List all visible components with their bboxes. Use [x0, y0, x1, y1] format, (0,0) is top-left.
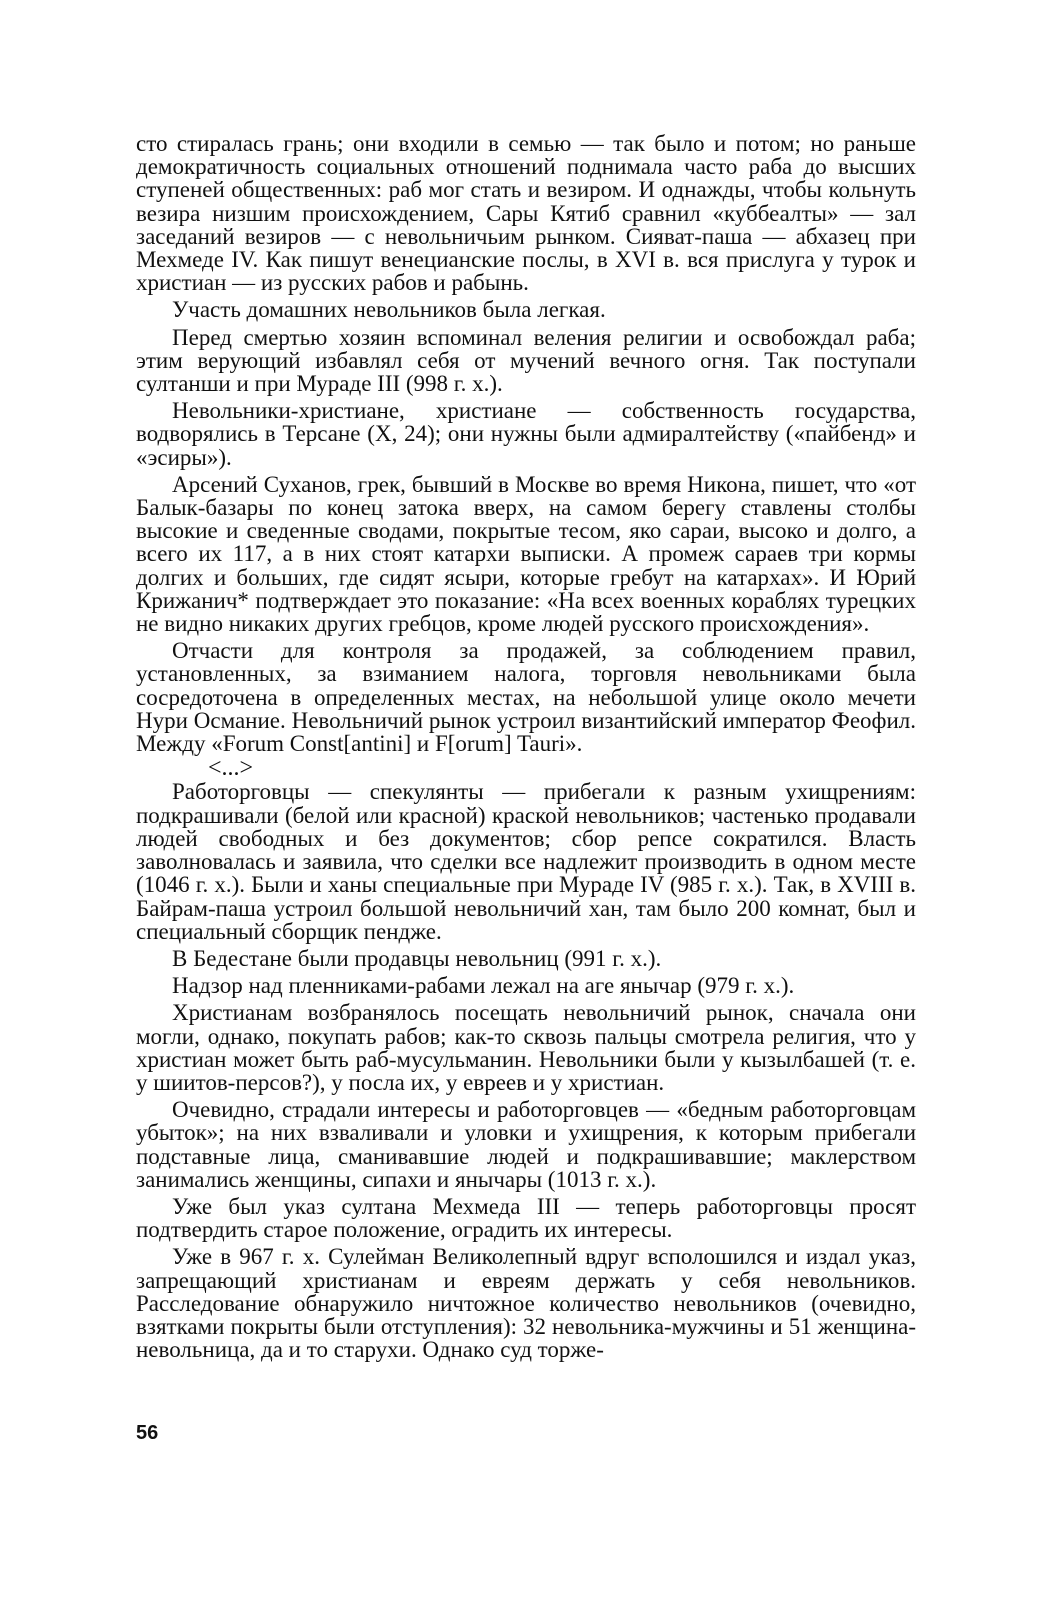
paragraph-10: Христианам возбранялось посещать невольничий рынок, сначала они могли, однако, покупать рабов; как-то сквозь пальцы смотрела религия, что у христиан может быть раб-мусульманин. Невольники были у кызылбашей (т. е. у шиитов-персов?), у посла их, у евреев и у христиан.	[136, 1000, 916, 1095]
paragraph-12: Уже был указ султана Мехмеда III — теперь работорговцы просят подтвердить старое положение, оградить их интересы.	[136, 1193, 916, 1243]
paragraph-1: сто стиралась грань; они входили в семью — так было и потом; но раньше демократичность социальных отношений поднимала часто раба до высших ступеней общественных: раб мог стать и везиром. И однажды, чтобы кольнуть везира низшим происхождением, Сары Кятиб сравнил «куббеалты» — зал заседаний везиров — с невольничьим рынком. Сияват-паша — абхазец при Мехмеде IV. Как пишут венецианские послы, в XVI в. вся прислуга у турок и христиан — из русских рабов и рабынь.	[136, 131, 916, 296]
paragraph-4: Невольники-христиане, христиане — собственность государства, водворялись в Терсане (X, 24); они нужны были адмиралтейству («пайбенд» и «эсиры»).	[136, 398, 916, 470]
omission-mark: <...>	[208, 755, 254, 782]
paragraph-13: Уже в 967 г. х. Сулейман Великолепный вдруг всполошился и издал указ, запрещающий христианам и евреям держать у себя невольников. Расследование обнаружило ничтожное количество невольников (очевидно, взятками покрыты были отступления): 32 невольника-мужчины и 51 женщина-невольница, да и то старухи. Однако суд торже-	[136, 1244, 916, 1363]
paragraph-11: Очевидно, страдали интересы и работорговцев — «бедным работорговцам убыток»; на них взваливали и уловки и ухищрения, к которым прибегали подставные лица, сманивавшие людей и подкрашивавшие; маклерством занимались женщины, сипахи и янычары (1013 г. х.).	[136, 1097, 916, 1192]
paragraph-7: Работорговцы — спекулянты — прибегали к разным ухищрениям: подкрашивали (белой или красной) краской невольников; частенько продавали людей свободных и без документов; сбор репсе сократился. Власть заволновалась и заявила, что сделки все надлежит производить в одном месте (1046 г. х.). Были и ханы специальные при Мураде IV (985 г. х.). Так, в XVIII в. Байрам-паша устроил большой невольничий хан, там было 200 комнат, был и специальный сборщик пендже.	[136, 779, 916, 944]
paragraph-3: Перед смертью хозяин вспоминал веления религии и освобождал раба; этим верующий избавлял себя от мучений вечного огня. Так поступали султанши и при Мураде III (998 г. х.).	[136, 324, 916, 397]
paragraph-8: В Бедестане были продавцы невольниц (991 г. х.).	[172, 945, 662, 971]
paragraph-2: Участь домашних невольников была легкая.	[172, 297, 606, 323]
paragraph-6: Отчасти для контроля за продажей, за соблюдением правил, установленных, за взиманием налога, торговля невольниками была сосредоточена в определенных местах, на небольшой улице около мечети Нури Османие. Невольничий рынок устроил византийский император Феофил. Между «Forum Const[antini] и F[orum] Tauri».	[136, 638, 916, 757]
paragraph-5: Арсений Суханов, грек, бывший в Москве во время Никона, пишет, что «от Балык-базары по конец затока вверх, на самом берегу ставлены столбы высокие и сведенные сводами, покрытые тесом, яко сараи, высоко и долго, а всего их 117, а в них стоят катархи выписки. А промеж сараев три кормы долгих и больших, где сидят ясыри, которые гребут на катархах». И Юрий Крижанич* подтверждает это показание: «На всех военных кораблях турецких не видно никаких других гребцов, кроме людей русского происхождения».	[136, 471, 916, 637]
body-text	[136, 132, 916, 1365]
page-number: 56	[136, 1422, 159, 1444]
paragraph-9: Надзор над пленниками-рабами лежал на аге янычар (979 г. х.).	[172, 973, 795, 999]
